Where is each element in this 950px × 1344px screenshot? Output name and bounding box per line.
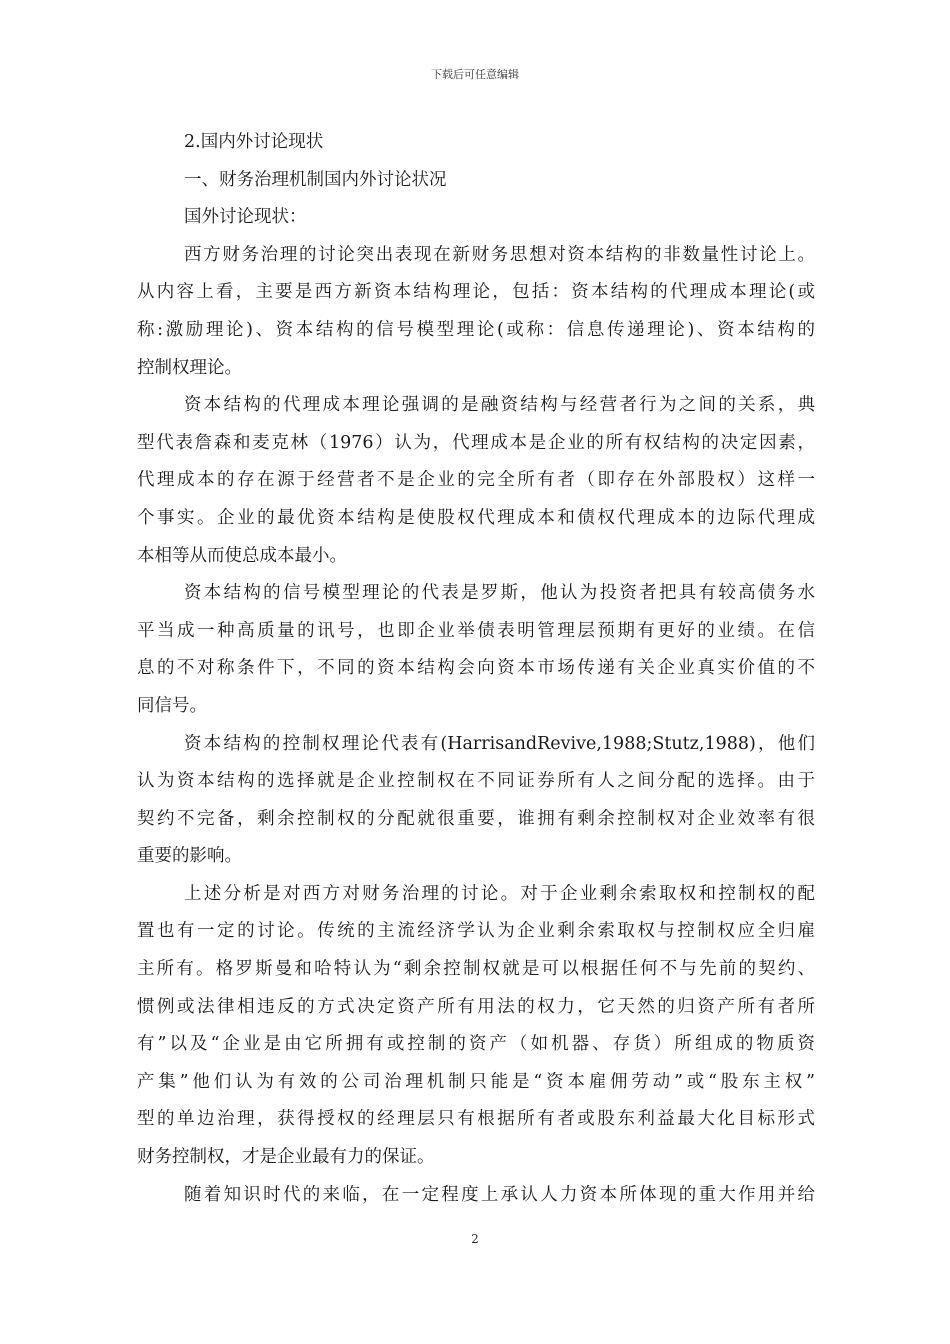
- paragraph-line: 代理成本的存在源于经营者不是企业的完全所有者（即存在外部股权）这样一: [137, 470, 815, 491]
- page-number: 2: [471, 1232, 479, 1246]
- paragraph-line: 置也有一定的讨论。传统的主流经济学认为企业剩余索取权与控制权应全归雇: [137, 921, 815, 942]
- paragraph-line: 本相等从而使总成本最小。: [137, 545, 347, 566]
- paragraph-line: 称:激励理论)、资本结构的信号模型理论(或称：信息传递理论)、资本结构的: [137, 319, 815, 340]
- paragraph-line: 从内容上看，主要是西方新资本结构理论，包括：资本结构的代理成本理论(或: [137, 282, 815, 303]
- paragraph-line: 息的不对称条件下，不同的资本结构会向资本市场传递有关企业真实价值的不: [137, 658, 815, 679]
- paragraph-line: 有”以及“企业是由它所拥有或控制的资产（如机器、存货）所组成的物质资: [137, 1034, 815, 1055]
- paragraph-line: 资本结构的代理成本理论强调的是融资结构与经营者行为之间的关系，典: [184, 395, 815, 416]
- paragraph-line: 资本结构的控制权理论代表有(HarrisandRevive,1988;Stutz,1988)，他们: [184, 733, 815, 754]
- paragraph-line: 型代表詹森和麦克林（1976）认为，代理成本是企业的所有权结构的决定因素，: [137, 432, 815, 453]
- subsection-heading: 一、财务治理机制国内外讨论状况: [184, 169, 447, 190]
- paragraph-line: 控制权理论。: [137, 357, 242, 378]
- paragraph-line: 契约不完备，剩余控制权的分配就很重要，谁拥有剩余控制权对企业效率有很: [137, 808, 815, 829]
- paragraph-line: 个事实。企业的最优资本结构是使股权代理成本和债权代理成本的边际代理成: [137, 507, 815, 528]
- paragraph-line: 财务控制权，才是企业最有力的保证。: [137, 1147, 435, 1168]
- paragraph-line: 资本结构的信号模型理论的代表是罗斯，他认为投资者把具有较高债务水: [184, 583, 815, 604]
- paragraph-line: 主所有。格罗斯曼和哈特认为“剩余控制权就是可以根据任何不与先前的契约、: [137, 959, 815, 980]
- paragraph-line: 上述分析是对西方对财务治理的讨论。对于企业剩余索取权和控制权的配: [184, 883, 815, 904]
- document-body: [137, 124, 815, 1214]
- paragraph-line: 随着知识时代的来临，在一定程度上承认人力资本所体现的重大作用并给: [184, 1184, 815, 1205]
- paragraph-line: 同信号。: [137, 695, 207, 716]
- paragraph-line: 型的单边治理，获得授权的经理层只有根据所有者或股东利益最大化目标形式: [137, 1109, 815, 1130]
- section-heading: 2.国内外讨论现状: [184, 132, 324, 152]
- paragraph-line: 重要的影响。: [137, 846, 242, 867]
- paragraph-line: 惯例或法律相违反的方式决定资产所有用法的权力，它天然的归资产所有者所: [137, 996, 815, 1017]
- page-header: 下载后可任意编辑: [431, 68, 519, 81]
- paragraph-line: 西方财务治理的讨论突出表现在新财务思想对资本结构的非数量性讨论上。: [184, 244, 815, 265]
- paragraph-line: 产集”他们认为有效的公司治理机制只能是“资本雇佣劳动”或“股东主权”: [137, 1071, 815, 1092]
- subsubsection-heading: 国外讨论现状：: [184, 207, 307, 228]
- paragraph-line: 平当成一种高质量的讯号，也即企业举债表明管理层预期有更好的业绩。在信: [137, 620, 815, 641]
- paragraph-line: 认为资本结构的选择就是企业控制权在不同证券所有人之间分配的选择。由于: [137, 771, 815, 792]
